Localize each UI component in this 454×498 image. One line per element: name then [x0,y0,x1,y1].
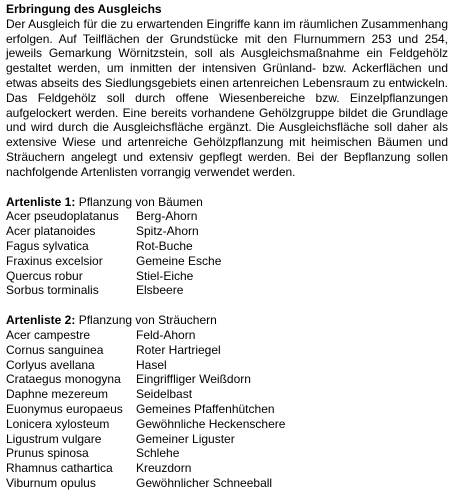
list-item [6,343,448,358]
latin-name: Acer pseudoplatanus [6,209,119,224]
common-name: Gemeiner Liguster [136,431,235,446]
list-item [6,328,448,343]
list-label: Artenliste 1: [6,194,76,209]
latin-name: Ligustrum vulgare [6,431,102,446]
list-item [6,372,448,387]
species-rows [6,209,448,298]
list-item [6,358,448,373]
list-item [6,432,448,447]
list-item [6,209,448,224]
common-name: Rot-Buche [136,238,193,253]
list-item [6,402,448,417]
common-name: Berg-Ahorn [136,209,198,224]
common-name: Feld-Ahorn [136,327,196,342]
list-subtitle: Pflanzung von Bäumen [75,194,203,209]
list-item [6,283,448,298]
species-list-shrubs [6,313,448,491]
list-item [6,417,448,432]
common-name: Schlehe [136,446,180,461]
common-name: Stiel-Eiche [136,268,194,283]
common-name: Kreuzdorn [136,461,192,476]
latin-name: Crataegus monogyna [6,372,121,387]
list-item [6,387,448,402]
latin-name: Fagus sylvatica [6,238,89,253]
list-item [6,239,448,254]
common-name: Gemeines Pfaffenhütchen [136,401,275,416]
common-name: Gewöhnlicher Schneeball [136,475,273,490]
list-subtitle: Pflanzung von Sträuchern [75,313,217,328]
latin-name: Acer campestre [6,327,91,342]
list-label: Artenliste 2: [6,313,76,328]
common-name: Seidelbast [136,387,193,402]
latin-name: Quercus robur [6,268,83,283]
latin-name: Cornus sanguinea [6,342,104,357]
species-list-trees [6,195,448,299]
common-name: Gewöhnliche Heckenschere [136,416,286,431]
list-title [6,195,448,210]
common-name: Spitz-Ahorn [136,224,199,239]
common-name: Roter Hartriegel [136,342,221,357]
common-name: Hasel [136,357,167,372]
list-item [6,446,448,461]
species-rows [6,328,448,491]
list-item [6,461,448,476]
common-name: Gemeine Esche [136,253,222,268]
latin-name: Lonicera xylosteum [6,416,110,431]
latin-name: Corlyus avellana [6,357,95,372]
latin-name: Prunus spinosa [6,446,89,461]
latin-name: Fraxinus excelsior [6,253,103,268]
latin-name: Daphne mezereum [6,387,109,402]
list-item [6,254,448,269]
latin-name: Euonymus europaeus [6,401,123,416]
section-heading: Erbringung des Ausgleichs [6,2,162,16]
latin-name: Rhamnus cathartica [6,461,113,476]
latin-name: Acer platanoides [6,224,96,239]
list-item [6,476,448,491]
common-name: Eingriffliger Weißdorn [136,372,251,387]
common-name: Elsbeere [136,283,184,298]
list-title [6,313,448,328]
latin-name: Sorbus torminalis [6,283,99,298]
body-paragraph: Der Ausgleich für die zu erwartenden Eingriffe kann im räumlichen Zusammenhang erfolgen. Auf Teilflächen der Grundstücke mit den Flurnummern 253 und 254, jeweils Gemarkung Wörnitzstein, soll als Ausgleichsmaßnahme ein Feldgehölz gestaltet werden, um inmitten der intensiven Grünland- bzw. Ackerflächen und etwas abseits des Siedlungsgebiets einen artenreichen Lebensraum zu entwickeln. Das Feldgehölz soll durch offene Wiesenbereiche bzw. Einzelpflanzungen aufgelockert werden. Eine bereits vorhandene Gehölzgruppe bildet die Grundlage und wird durch die Ausgleichsfläche ergänzt. Die Ausgleichsfläche soll daher als extensive Wiese und artenreiche Gehölzpflanzung mit heimischen Bäumen und Sträuchern angelegt und extensiv gepflegt werden. Bei der Bepflanzung sollen nachfolgende Artenlisten vorrangig verwendet werden. [6,16,448,179]
latin-name: Viburnum opulus [6,475,96,490]
list-item [6,224,448,239]
list-item [6,269,448,284]
